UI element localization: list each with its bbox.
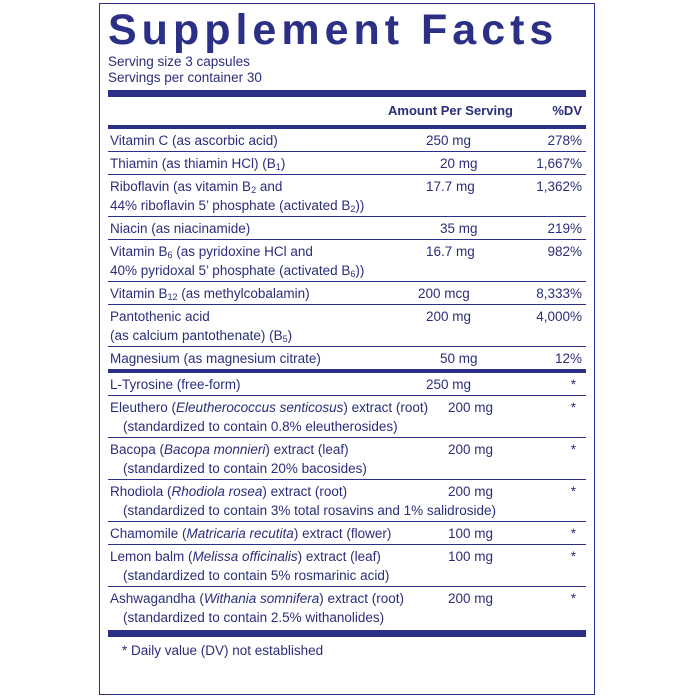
divider-thick xyxy=(108,630,586,637)
nutrient-amount: 35 mg xyxy=(440,221,478,236)
nutrient-name-line2: 40% pyridoxal 5’ phosphate (activated $B_6$)) xyxy=(110,263,365,279)
ingredient-dv: * xyxy=(570,591,576,606)
ingredient-row xyxy=(108,373,586,395)
ingredient-amount: 100 mg xyxy=(448,549,494,564)
nutrient-dv: 278% xyxy=(547,133,582,148)
nutrient-row xyxy=(108,175,586,216)
servings-per-container: Servings per container 30 xyxy=(108,70,262,85)
serving-size: Serving size 3 capsules xyxy=(108,54,250,69)
nutrient-row xyxy=(108,240,586,281)
supplement-facts-panel xyxy=(99,3,595,695)
ingredient-dv: * xyxy=(570,484,576,499)
nutrient-dv: 219% xyxy=(547,221,582,236)
nutrient-row xyxy=(108,305,586,346)
ingredient-row xyxy=(108,480,586,521)
nutrient-name: Riboflavin (as vitamin $B_2$ and xyxy=(110,179,283,195)
ingredient-standardization: (standardized to contain 2.5% withanolides) xyxy=(123,610,385,625)
ingredient-dv: * xyxy=(570,400,576,415)
nutrient-name-line2: (as calcium pantothenate) $(B_5)$ xyxy=(110,328,293,344)
nutrient-name: Magnesium (as magnesium citrate) xyxy=(110,351,321,366)
nutrient-name: Vitamin C (as ascorbic acid) xyxy=(110,133,278,148)
nutrient-amount: 200 mcg xyxy=(418,286,470,301)
nutrient-dv: 12% xyxy=(554,351,582,366)
ingredient-amount: 200 mg xyxy=(448,400,494,415)
nutrient-name-line2: 44% riboflavin 5’ phosphate (activated $B_2$)) xyxy=(110,198,365,214)
nutrient-name: Pantothenic acid xyxy=(110,309,210,324)
ingredient-name: Chamomile (Matricaria recutita) extract (flower) xyxy=(110,526,392,541)
ingredient-amount: 200 mg xyxy=(448,442,494,457)
ingredient-name: Eleuthero (Eleutherococcus senticosus) extract (root) xyxy=(110,400,429,415)
nutrient-dv: 982% xyxy=(547,244,582,259)
nutrient-dv: 4,000% xyxy=(536,309,582,324)
ingredient-amount: 200 mg xyxy=(448,591,494,606)
ingredient-standardization: (standardized to contain 5% rosmarinic acid) xyxy=(123,568,390,583)
nutrient-amount: 50 mg xyxy=(440,351,478,366)
ingredient-standardization: (standardized to contain 3% total rosavins and 1% salidroside) xyxy=(123,503,496,518)
ingredient-row xyxy=(108,438,586,479)
ingredient-row xyxy=(108,522,586,544)
ingredient-amount: 250 mg xyxy=(426,377,472,392)
nutrient-amount: 16.7 mg xyxy=(426,244,475,259)
ingredient-dv: * xyxy=(570,377,576,392)
ingredient-name: Bacopa (Bacopa monnieri) extract (leaf) xyxy=(110,442,349,457)
nutrient-amount: 250 mg xyxy=(426,133,472,148)
ingredient-row xyxy=(108,396,586,437)
divider-thick xyxy=(108,90,586,97)
nutrient-name: Vitamin $B_{12}$ (as methylcobalamin) xyxy=(110,286,310,302)
ingredient-row xyxy=(108,587,586,628)
dv-header: %DV xyxy=(552,103,582,118)
ingredient-row xyxy=(108,545,586,586)
ingredient-amount: 100 mg xyxy=(448,526,494,541)
nutrient-row xyxy=(108,217,586,239)
nutrient-name: Vitamin $B_6$ (as pyridoxine HCl and xyxy=(110,244,313,260)
ingredient-standardization: (standardized to contain 0.8% eleutherosides) xyxy=(123,419,398,434)
nutrient-dv: 8,333% xyxy=(536,286,582,301)
ingredient-name: Rhodiola (Rhodiola rosea) extract (root) xyxy=(110,484,348,499)
nutrient-dv: 1,667% xyxy=(536,156,582,171)
nutrient-amount: 200 mg xyxy=(426,309,472,324)
amount-header: Amount Per Serving xyxy=(388,103,513,118)
nutrient-row xyxy=(108,129,586,151)
nutrient-name: Niacin (as niacinamide) xyxy=(110,221,251,236)
footnote: * Daily value (DV) not established xyxy=(122,643,324,658)
ingredient-standardization: (standardized to contain 20% bacosides) xyxy=(123,461,367,476)
nutrient-amount: 20 mg xyxy=(440,156,478,171)
nutrient-amount: 17.7 mg xyxy=(426,179,475,194)
nutrient-row xyxy=(108,152,586,174)
ingredient-name: L-Tyrosine (free-form) xyxy=(110,377,241,392)
nutrient-name: Thiamin (as thiamin HCl) $(B_1)$ xyxy=(110,156,286,172)
ingredient-dv: * xyxy=(570,526,576,541)
ingredient-dv: * xyxy=(570,442,576,457)
nutrient-row xyxy=(108,282,586,304)
nutrient-row xyxy=(108,347,586,369)
ingredient-name: Ashwagandha (Withania somnifera) extract (root) xyxy=(110,591,405,606)
column-header xyxy=(108,97,586,125)
ingredient-amount: 200 mg xyxy=(448,484,494,499)
panel-title: Supplement Facts xyxy=(108,6,559,54)
ingredient-name: Lemon balm (Melissa officinalis) extract (leaf) xyxy=(110,549,381,564)
ingredient-dv: * xyxy=(570,549,576,564)
nutrient-dv: 1,362% xyxy=(536,179,582,194)
